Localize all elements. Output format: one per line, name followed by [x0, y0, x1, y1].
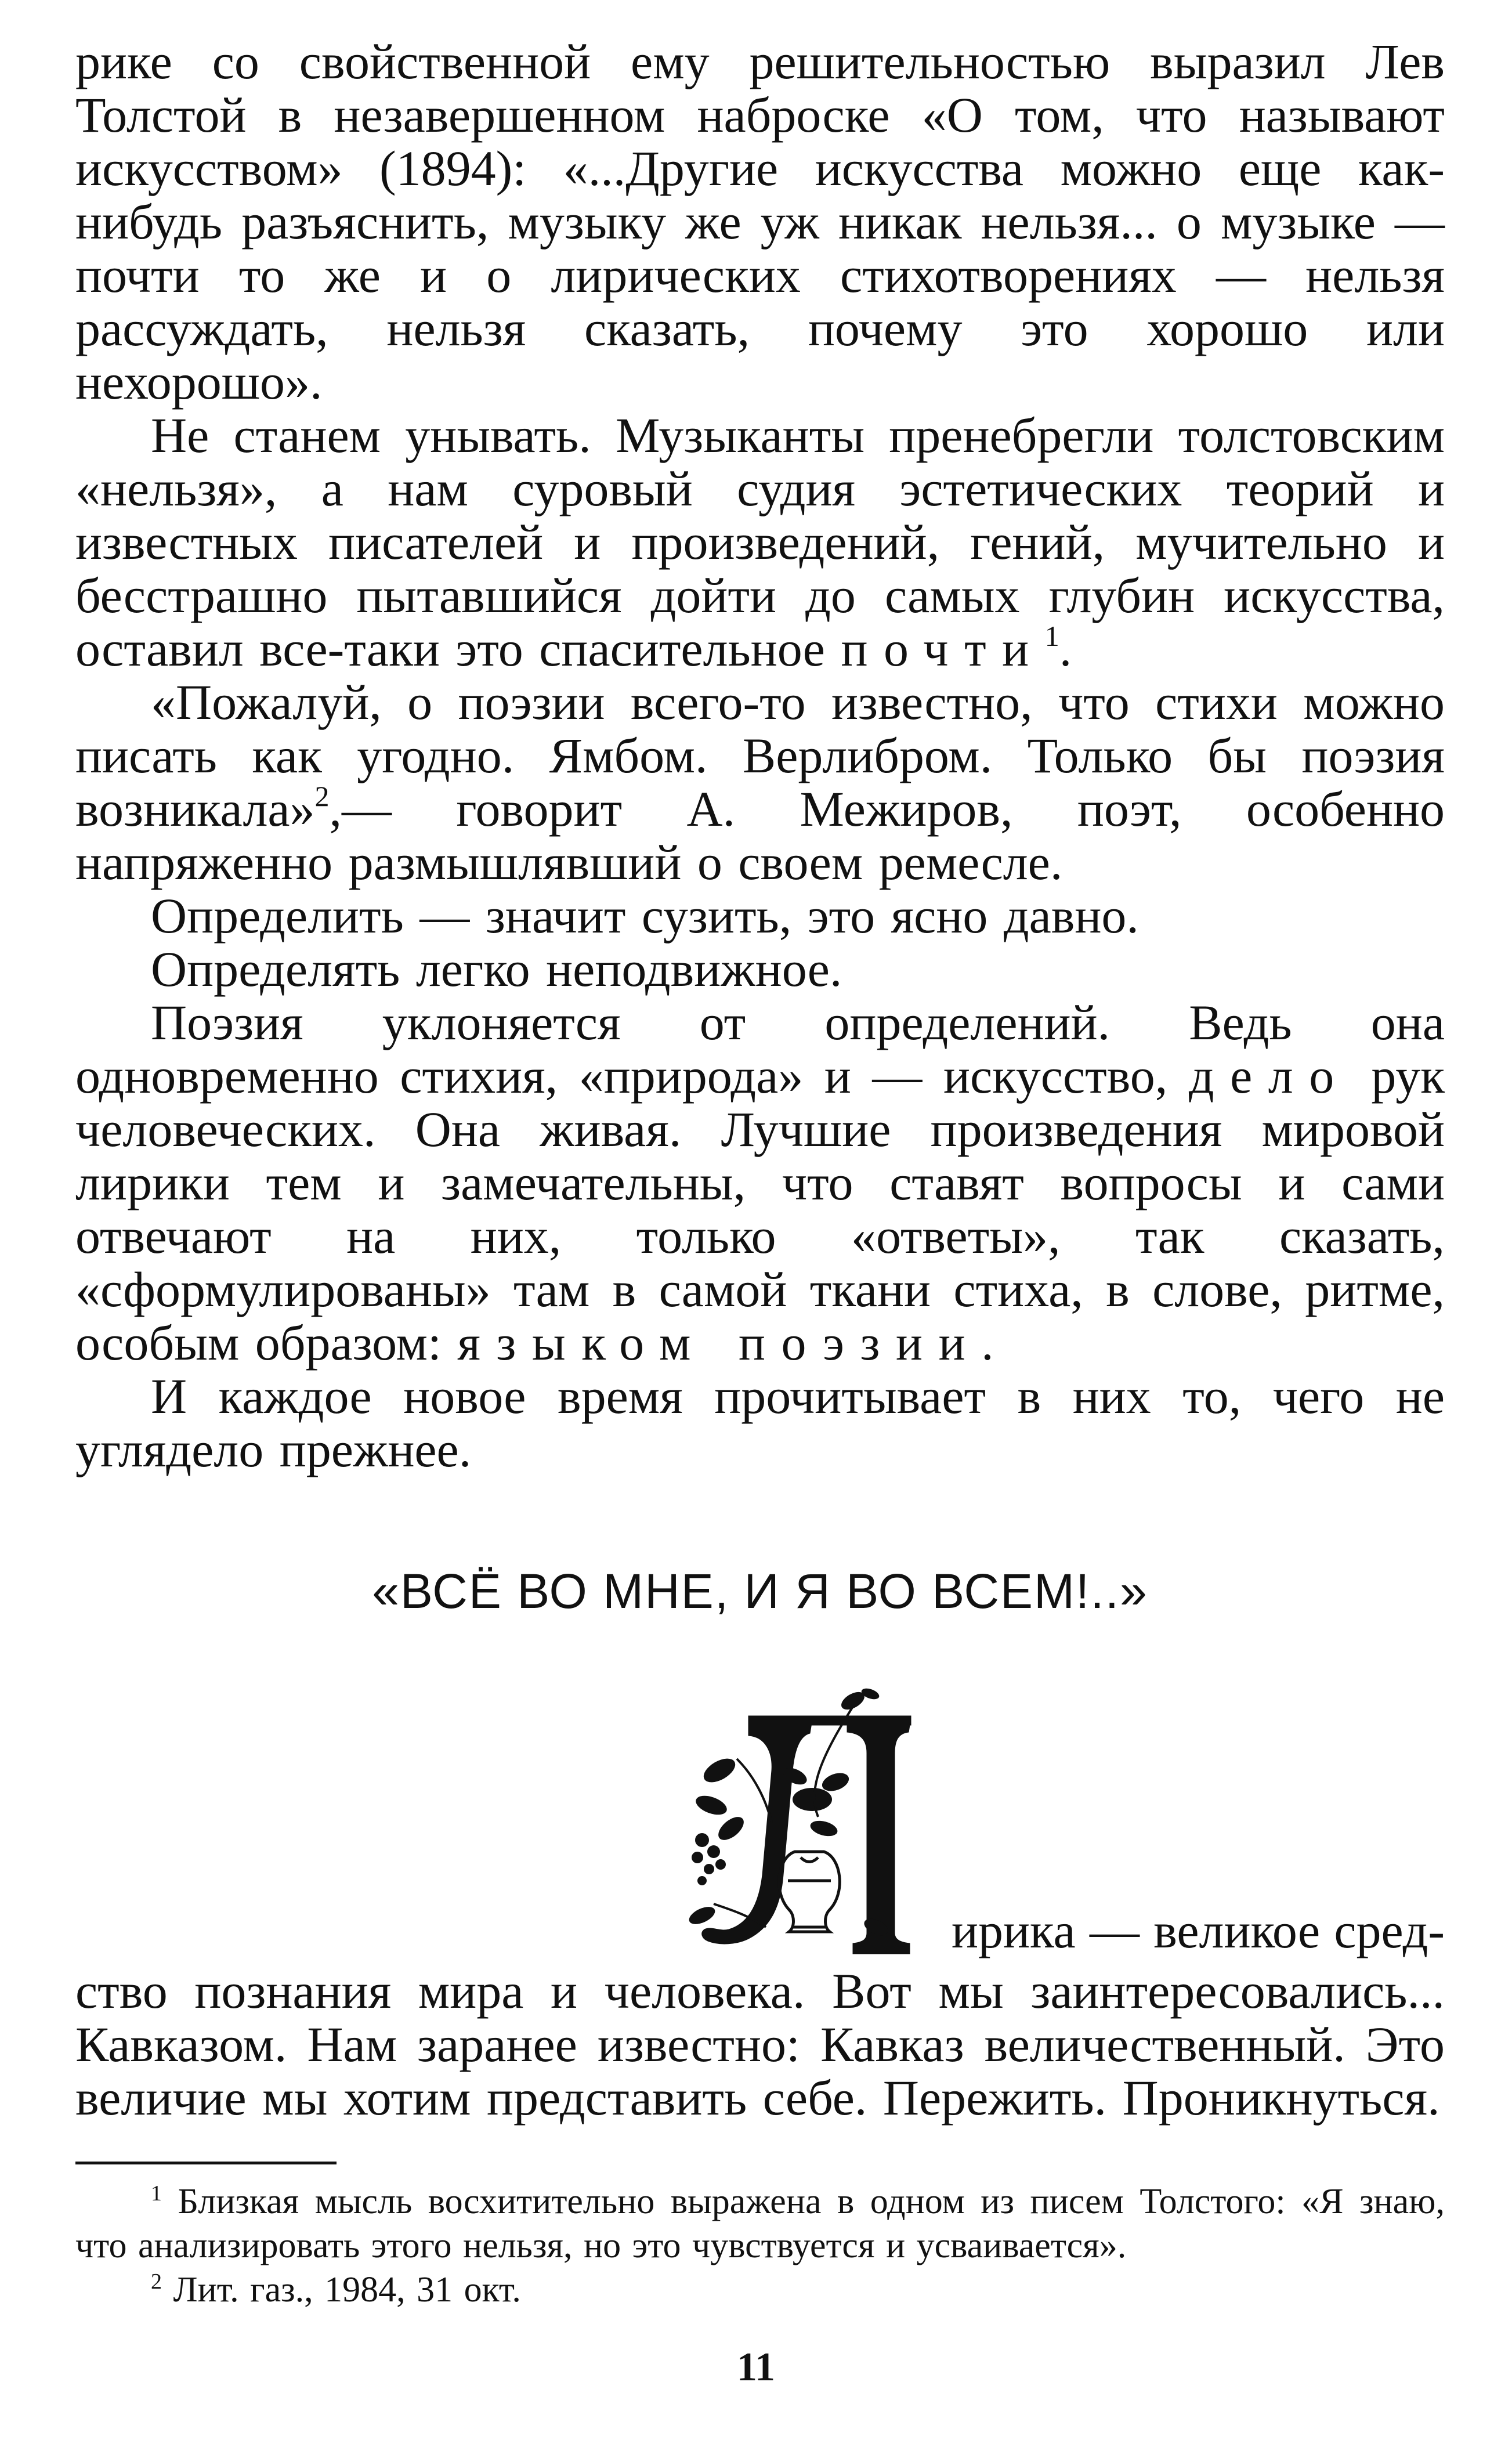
footnote-1: $^1$ Близкая мысль восхитительно выражена в одном из писем Толстого: «Я знаю, что анализировать этого нельзя, но это чувствуется и усваивается».	[75, 2181, 1445, 2265]
paragraph-3: «Пожалуй, о поэзии всего-то известно, что стихи можно писать как угодно. Ямбом. Верлибром. Только бы поэзия возникала»$^2$,— говорит А. Межиров, поэт, особенно напряженно размышлявший о своем ремесле.	[75, 674, 1445, 890]
dropcap-block	[75, 1683, 1445, 1956]
spaced-emphasis: дело	[1188, 1048, 1350, 1104]
paragraph-2: Не станем унывать. Музыканты пренебрегли толстовским «нельзя», а нам суровый судия эстетических теорий и известных писателей и произведений, гений, мучительно и бесстрашно пытавшийся дойти до самых глубин искусства, оставил все-таки это спасительное почти$^1$.	[75, 407, 1445, 677]
footnote-divider	[75, 2162, 337, 2164]
paragraph-7: И каждое новое время прочитывает в них то, чего не углядело прежнее.	[75, 1368, 1445, 1477]
footnote-2: $^2$ Лит. газ., 1984, 31 окт.	[151, 2269, 521, 2310]
footnote-ref-2[interactable]: 2	[314, 780, 330, 812]
footnote-mark-1: 1	[151, 2181, 162, 2206]
chapter-heading: «ВСЁ ВО МНЕ, И Я ВО ВСЕМ!..»	[372, 1564, 1148, 1618]
footnote-ref-1[interactable]: 1	[1044, 620, 1059, 652]
paragraph-4: Определить — значит сузить, это ясно давно.	[151, 888, 1139, 944]
paragraph-6: Поэзия уклоняется от определений. Ведь она одновременно стихия, «природа» и — искусство, дело рук человеческих. Она живая. Лучшие произведения мировой лирики тем и замечательны, что ставят вопросы и сами отвечают на них, только «ответы», так сказать, «сформулированы» там в самой ткани стиха, в слове, ритме, особым образом: языком поэзии.	[75, 995, 1445, 1371]
decorative-initial-l-icon	[679, 1683, 923, 1956]
spaced-emphasis: языком поэзии	[457, 1315, 982, 1371]
paragraph-1: рике со свойственной ему решительностью выразил Лев Толстой в незавершенном наброске «О том, что называют искусством» (1894): «...Другие искусства можно еще как-нибудь разъяснить, музыку же уж никак нельзя... о музыке — почти то же и о лирических стихотворениях — нельзя рассуждать, нельзя сказать, почему это хорошо или нехорошо».	[75, 34, 1445, 410]
paragraph-8: ство познания мира и человека. Вот мы заинтересовались... Кавказом. Нам заранее известно: Кавказ величественный. Это величие мы хотим представить себе. Пережить. Проникнуться.	[75, 1963, 1445, 2126]
dropcap-line: ирика — великое сред-	[952, 1903, 1445, 1958]
page-number: 11	[736, 2345, 776, 2390]
spaced-emphasis: почти	[841, 621, 1045, 677]
paragraph-5: Определять легко неподвижное.	[151, 941, 842, 997]
footnote-mark-2: 2	[151, 2269, 162, 2294]
page	[75, 35, 1445, 2414]
